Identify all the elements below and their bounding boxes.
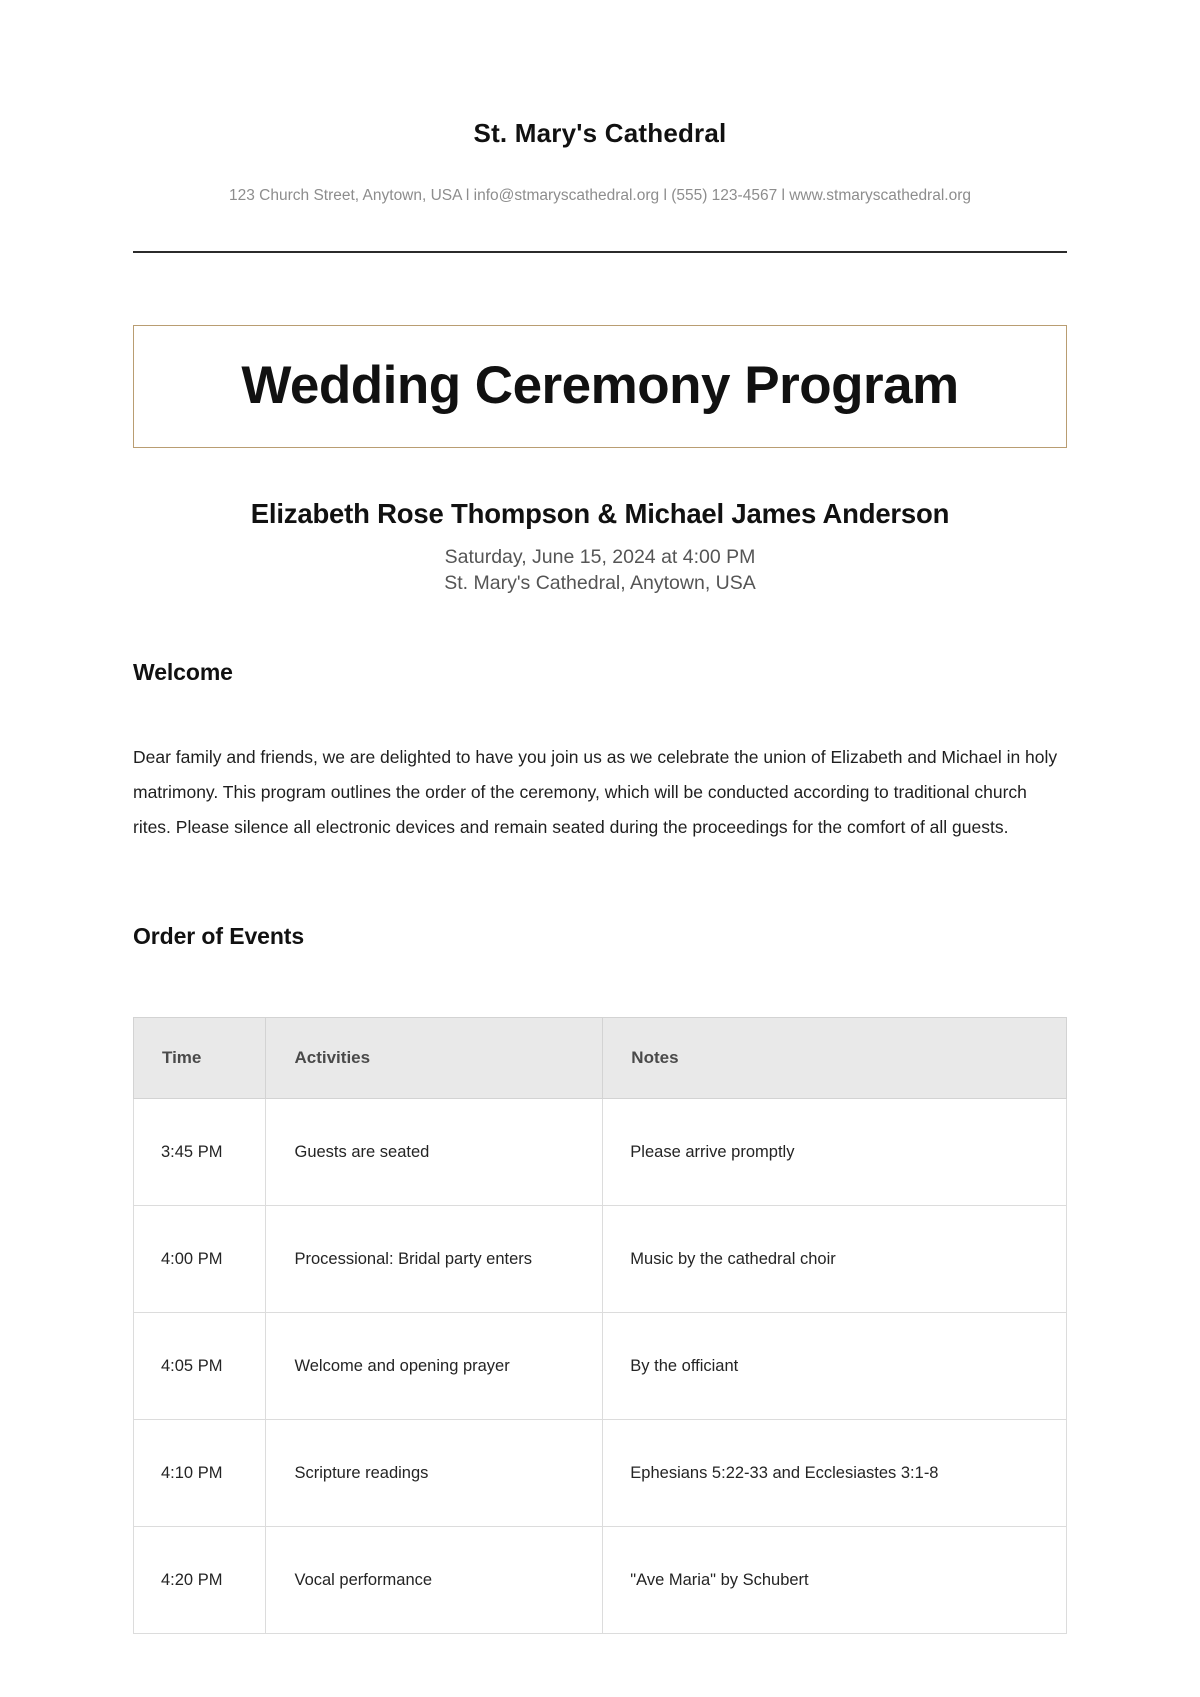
table-header-row <box>134 1018 1067 1099</box>
letterhead <box>133 0 1067 253</box>
cell-activity: Guests are seated <box>266 1099 603 1206</box>
order-of-events-section <box>133 923 1067 1634</box>
table-row <box>134 1313 1067 1420</box>
cell-activity: Vocal performance <box>266 1527 603 1634</box>
ceremony-venue: St. Mary's Cathedral, Anytown, USA <box>444 572 756 595</box>
cell-note: By the officiant <box>603 1313 1067 1420</box>
organization-name: St. Mary's Cathedral <box>473 118 727 148</box>
order-of-events-heading: Order of Events <box>133 923 305 950</box>
table-row <box>134 1420 1067 1527</box>
column-header-notes: Notes <box>603 1018 1067 1099</box>
column-header-activities: Activities <box>266 1018 603 1099</box>
order-of-events-table <box>133 1017 1067 1634</box>
ceremony-datetime: Saturday, June 15, 2024 at 4:00 PM <box>444 546 756 569</box>
cell-note: Music by the cathedral choir <box>603 1206 1067 1313</box>
page-title: Wedding Ceremony Program <box>241 356 959 416</box>
welcome-section <box>133 659 1067 845</box>
column-header-time: Time <box>134 1018 266 1099</box>
organization-contact-line: 123 Church Street, Anytown, USA l info@stmaryscathedral.org l (555) 123-4567 l www.stmaryscathedral.org <box>229 187 971 205</box>
cell-note: Ephesians 5:22-33 and Ecclesiastes 3:1-8 <box>603 1420 1067 1527</box>
cell-time: 4:10 PM <box>134 1420 266 1527</box>
table-row <box>134 1527 1067 1634</box>
cell-time: 4:20 PM <box>134 1527 266 1634</box>
table-row <box>134 1099 1067 1206</box>
program-title-banner <box>133 325 1067 448</box>
cell-activity: Scripture readings <box>266 1420 603 1527</box>
couple-block <box>133 497 1067 597</box>
cell-activity: Processional: Bridal party enters <box>266 1206 603 1313</box>
cell-activity: Welcome and opening prayer <box>266 1313 603 1420</box>
table-body <box>134 1099 1067 1634</box>
table-header <box>134 1018 1067 1099</box>
table-row <box>134 1206 1067 1313</box>
cell-time: 3:45 PM <box>134 1099 266 1206</box>
ceremony-details <box>133 545 1067 597</box>
header-divider <box>133 251 1067 253</box>
cell-note: Please arrive promptly <box>603 1099 1067 1206</box>
cell-note: "Ave Maria" by Schubert <box>603 1527 1067 1634</box>
welcome-heading: Welcome <box>133 659 233 686</box>
welcome-paragraph: Dear family and friends, we are delighted to have you join us as we celebrate the union of Elizabeth and Michael in holy matrimony. This program outlines the order of the ceremony, which will be conducted according to traditional church rites. Please silence all electronic devices and remain seated during the proceedings for the comfort of all guests. <box>133 747 1058 838</box>
cell-time: 4:00 PM <box>134 1206 266 1313</box>
cell-time: 4:05 PM <box>134 1313 266 1420</box>
couple-names: Elizabeth Rose Thompson & Michael James Anderson <box>250 497 950 529</box>
